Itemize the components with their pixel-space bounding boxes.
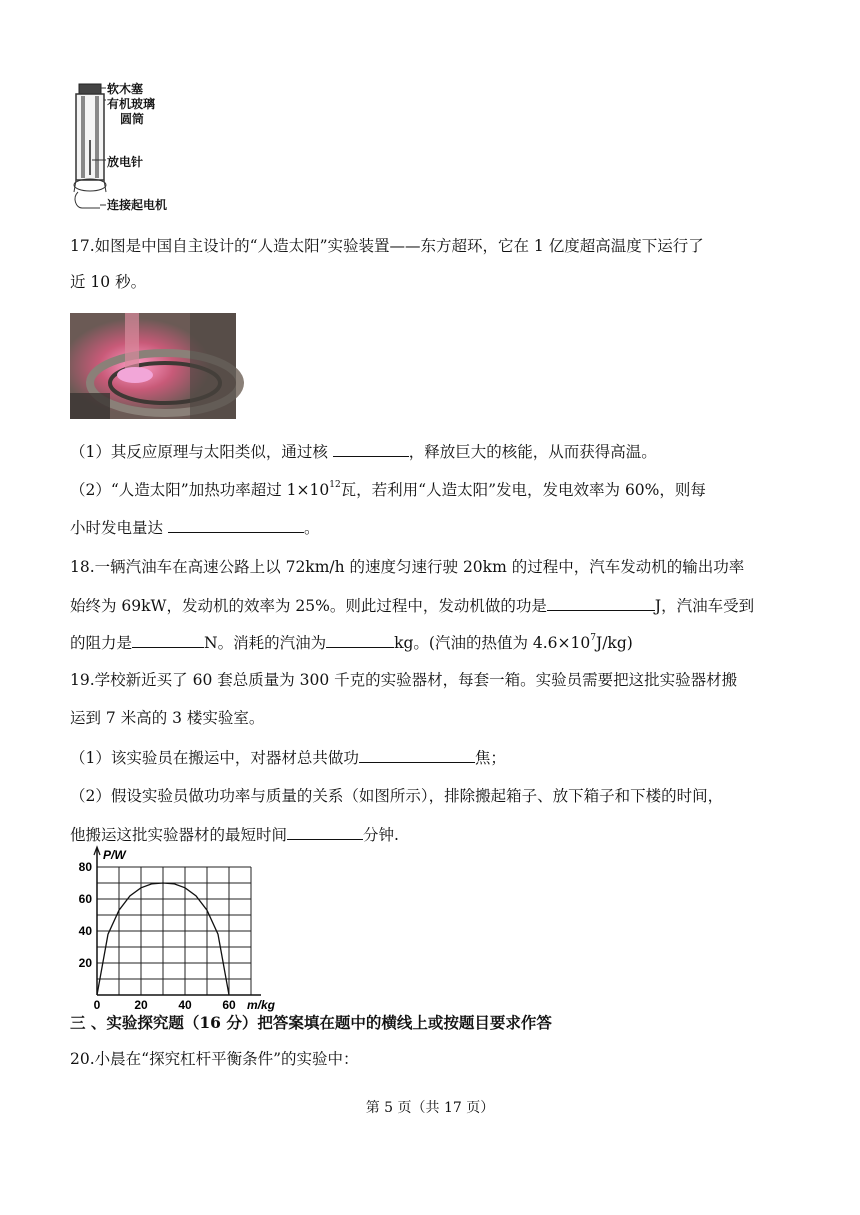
page-footer: 第 5 页（共 17 页）	[365, 1100, 495, 1116]
label-connect-generator: 连接起电机	[107, 198, 168, 212]
y-tick-label: 80	[78, 860, 92, 874]
x-axis-label: m/kg	[247, 998, 276, 1012]
q18-line2-post: J，汽油车受到	[654, 597, 755, 615]
q17-part2-a: （2）“人造太阳”加热功率超过 1×10	[70, 481, 330, 499]
x-tick-label: 0	[93, 998, 101, 1012]
x-tick-label: 60	[222, 998, 236, 1012]
label-cork: 软木塞	[107, 82, 144, 96]
x-tick-label: 20	[134, 998, 148, 1012]
q18-line1: 18.一辆汽油车在高速公路上以 72km/h 的速度匀速行驶 20km 的过程中，汽车发动机的输出功率	[70, 558, 745, 576]
y-tick-label: 60	[78, 892, 92, 906]
q17-part2-line2-post: 。	[303, 519, 320, 537]
q19-work-blank[interactable]	[359, 746, 475, 763]
q19-line2: 运到 7 米高的 3 楼实验室。	[70, 709, 265, 727]
q18-line2	[70, 594, 754, 617]
q18-line3-b: N。消耗的汽油为	[204, 634, 327, 652]
q18-line3	[70, 631, 633, 654]
q17-line1: 17.如图是中国自主设计的“人造太阳”实验装置——东方超环，它在 1 亿度超高温度下运行了	[70, 237, 704, 255]
power-mass-chart	[70, 848, 276, 1012]
y-axis-label: P/W	[103, 848, 126, 862]
q17-part2-line2	[70, 516, 319, 539]
label-discharge-needle: 放电针	[107, 155, 144, 169]
x-tick-label: 40	[178, 998, 192, 1012]
q20-line1: 20.小晨在“探究杠杆平衡条件”的实验中：	[70, 1050, 359, 1068]
q18-resistance-blank[interactable]	[132, 631, 204, 648]
q19-part2-line2-pre: 他搬运这批实验器材的最短时间	[70, 826, 288, 844]
q17-part2-b: 瓦，若利用“人造太阳”发电，发电效率为 60%，则每	[340, 481, 706, 499]
y-tick-label: 40	[78, 924, 92, 938]
q19-part2-line2	[70, 823, 399, 846]
q17-part1-pre: （1）其反应原理与太阳类似，通过核	[70, 443, 333, 461]
q17-part2-blank[interactable]	[168, 516, 304, 533]
q17-part1-blank[interactable]	[333, 440, 409, 457]
tokamak-image	[70, 313, 236, 419]
q18-work-blank[interactable]	[547, 594, 655, 611]
q19-time-blank[interactable]	[287, 823, 363, 840]
q19-part1	[70, 746, 506, 769]
q17-part2	[70, 479, 706, 501]
q19-part2-line1: （2）假设实验员做功功率与质量的关系（如图所示），排除搬起箱子、放下箱子和下楼的时间，	[70, 787, 724, 805]
tokamak-photo	[70, 313, 236, 419]
q17-part1	[70, 440, 657, 463]
label-plexiglass: 有机玻璃	[107, 97, 156, 111]
power-mass-chart-svg	[70, 848, 276, 1012]
section3-heading: 三 、实验探究题（16 分）把答案填在题中的横线上或按题目要求作答	[70, 1013, 552, 1032]
q17-part1-post: ，释放巨大的核能，从而获得高温。	[408, 443, 657, 461]
q18-line2-pre: 始终为 69kW，发动机的效率为 25%。则此过程中，发动机做的功是	[70, 597, 547, 615]
q18-line3-a: 的阻力是	[70, 634, 133, 652]
q17-line2: 近 10 秒。	[70, 273, 147, 291]
q17-part2-exponent: 12	[329, 480, 341, 490]
discharge-apparatus-figure	[70, 80, 210, 215]
q18-exponent: 7	[590, 633, 596, 643]
y-tick-label: 20	[78, 956, 92, 970]
label-cylinder: 圆筒	[120, 112, 145, 126]
q19-part1-pre: （1）该实验员在搬运中，对器材总共做功	[70, 749, 359, 767]
q18-fuel-blank[interactable]	[326, 631, 394, 648]
q19-part2-line2-post: 分钟.	[363, 826, 399, 844]
q18-line3-c: kg。(汽油的热值为 4.6×10	[394, 634, 591, 652]
q18-line3-d: J/kg)	[595, 634, 633, 652]
q19-line1: 19.学校新近买了 60 套总质量为 300 千克的实验器材，每套一箱。实验员需要把这批实验器材搬	[70, 671, 738, 689]
q17-part2-line2-pre: 小时发电量达	[70, 519, 168, 537]
q19-part1-post: 焦；	[474, 749, 506, 767]
